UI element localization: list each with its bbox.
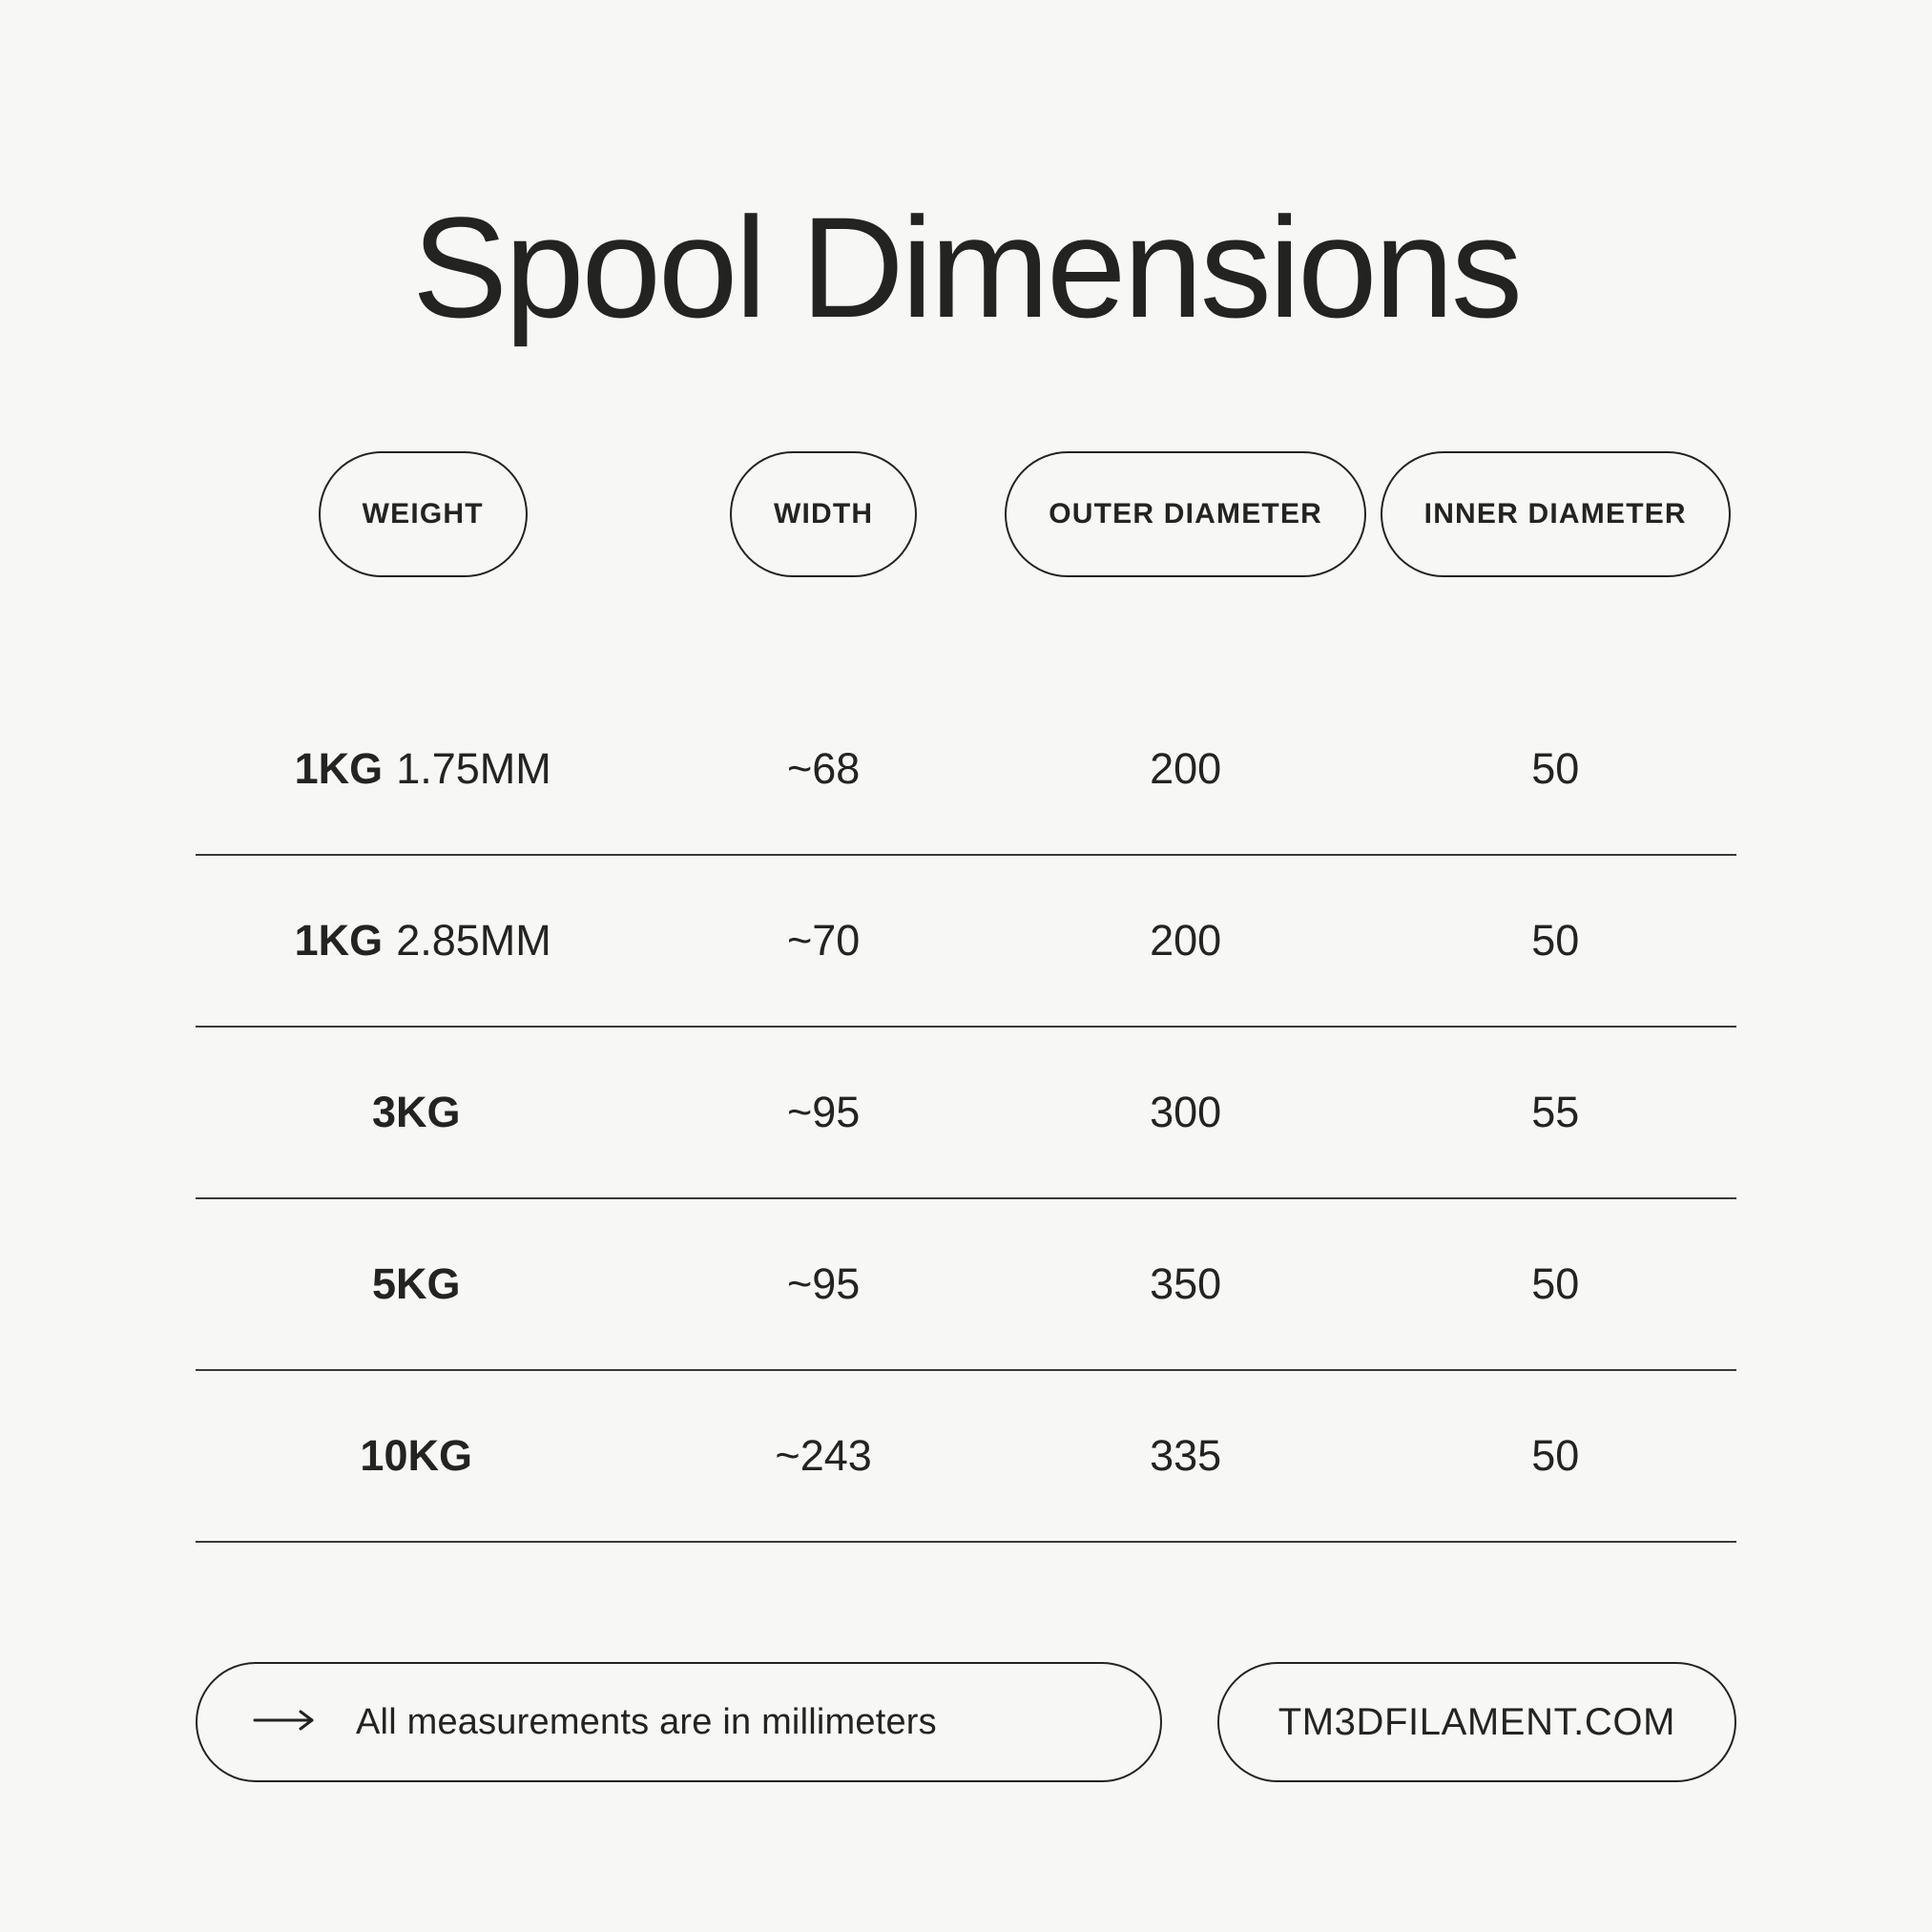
table-row [196, 1028, 1736, 1199]
arrow-right-icon [253, 1709, 318, 1736]
cell-inner-diameter: 55 [1531, 1088, 1580, 1136]
cell-outer-diameter: 200 [1150, 916, 1222, 965]
measurement-note-text: All measurements are in millimeters [356, 1701, 937, 1742]
table-row [196, 1199, 1736, 1371]
column-header-cell-weight [196, 451, 650, 577]
cell-weight [196, 916, 650, 966]
cell-weight-diameter: 2.85MM [396, 916, 551, 965]
cell-weight [196, 744, 650, 794]
cell-inner-diameter: 50 [1531, 1259, 1580, 1308]
cell-weight-diameter: 1.75MM [396, 744, 551, 793]
column-header-cell-outer-diameter [997, 451, 1375, 577]
cell-width: ~95 [786, 1259, 861, 1308]
column-pill-inner-diameter: INNER DIAMETER [1381, 451, 1731, 577]
footer [196, 1662, 1736, 1782]
column-header-cell-inner-diameter [1374, 451, 1736, 577]
cell-weight-value: 1KG [294, 744, 384, 793]
cell-outer-diameter: 350 [1150, 1259, 1222, 1308]
column-pill-width: WIDTH [730, 451, 917, 577]
cell-width: ~70 [786, 916, 861, 965]
column-header-row [196, 451, 1736, 577]
cell-inner-diameter: 50 [1531, 744, 1580, 793]
cell-weight-value: 1KG [294, 916, 384, 965]
cell-weight [196, 1431, 650, 1481]
dimensions-table [196, 684, 1736, 1543]
cell-width: ~95 [786, 1088, 861, 1136]
cell-weight-value: 5KG [371, 1259, 461, 1308]
column-pill-outer-diameter: OUTER DIAMETER [1005, 451, 1366, 577]
page-title: Spool Dimensions [412, 187, 1520, 347]
cell-weight-value: 10KG [360, 1431, 472, 1480]
column-header-cell-width [650, 451, 996, 577]
cell-weight-value: 3KG [371, 1088, 461, 1136]
table-row [196, 856, 1736, 1028]
cell-weight [196, 1088, 650, 1137]
cell-width: ~243 [775, 1431, 872, 1480]
cell-width: ~68 [786, 744, 861, 793]
cell-outer-diameter: 335 [1150, 1431, 1222, 1480]
website-pill[interactable]: TM3DFILAMENT.COM [1217, 1662, 1736, 1782]
table-row [196, 684, 1736, 856]
column-pill-weight: WEIGHT [319, 451, 528, 577]
cell-outer-diameter: 300 [1150, 1088, 1222, 1136]
cell-weight [196, 1259, 650, 1309]
cell-inner-diameter: 50 [1531, 916, 1580, 965]
cell-outer-diameter: 200 [1150, 744, 1222, 793]
table-row [196, 1371, 1736, 1543]
measurement-note-pill [196, 1662, 1162, 1782]
cell-inner-diameter: 50 [1531, 1431, 1580, 1480]
